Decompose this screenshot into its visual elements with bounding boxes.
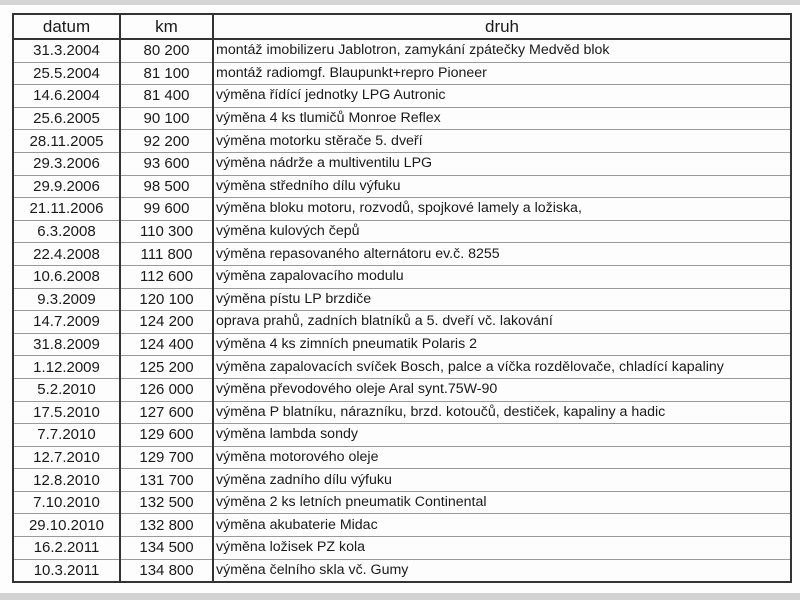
description-cell: výměna motorového oleje [213,446,791,469]
description-cell: výměna řídící jednotky LPG Autronic [213,85,791,108]
description-cell: výměna 4 ks zimních pneumatik Polaris 2 [213,333,791,356]
table-row [13,424,791,447]
table-row [13,152,791,175]
description-cell: výměna P blatníku, nárazníku, brzd. kotoučů, destiček, kapaliny a hadic [213,401,791,424]
date-cell: 10.6.2008 [13,265,120,288]
km-cell: 129 700 [120,446,213,469]
table-row [13,175,791,198]
km-cell: 111 800 [120,243,213,266]
table-row [13,62,791,85]
description-cell: výměna zadního dílu výfuku [213,469,791,492]
km-cell: 80 200 [120,39,213,62]
date-cell: 7.7.2010 [13,424,120,447]
km-cell: 126 000 [120,378,213,401]
date-cell: 17.5.2010 [13,401,120,424]
date-cell: 12.8.2010 [13,469,120,492]
table-row [13,107,791,130]
table-row [13,288,791,311]
table-row [13,491,791,514]
description-cell: výměna bloku motoru, rozvodů, spojkové lamely a ložiska, [213,198,791,221]
km-cell: 124 200 [120,311,213,334]
date-cell: 6.3.2008 [13,220,120,243]
date-cell: 31.3.2004 [13,39,120,62]
km-cell: 120 100 [120,288,213,311]
date-cell: 7.10.2010 [13,491,120,514]
column-header-km: km [120,14,213,39]
table-row [13,198,791,221]
description-cell: výměna kulových čepů [213,220,791,243]
table-row [13,356,791,379]
km-cell: 125 200 [120,356,213,379]
table-row [13,220,791,243]
column-header-druh: druh [213,14,791,39]
table-row [13,401,791,424]
km-cell: 131 700 [120,469,213,492]
km-cell: 129 600 [120,424,213,447]
description-cell: výměna čelního skla vč. Gumy [213,559,791,582]
description-cell: výměna zapalovacích svíček Bosch, palce a víčka rozdělovače, chladící kapaliny [213,356,791,379]
date-cell: 14.7.2009 [13,311,120,334]
description-cell: montáž radiomgf. Blaupunkt+repro Pioneer [213,62,791,85]
header-row [13,14,791,39]
description-cell: výměna lambda sondy [213,424,791,447]
description-cell: oprava prahů, zadních blatníků a 5. dveří vč. lakování [213,311,791,334]
date-cell: 31.8.2009 [13,333,120,356]
km-cell: 124 400 [120,333,213,356]
date-cell: 21.11.2006 [13,198,120,221]
date-cell: 22.4.2008 [13,243,120,266]
km-cell: 99 600 [120,198,213,221]
km-cell: 81 400 [120,85,213,108]
table-row [13,469,791,492]
km-cell: 134 500 [120,537,213,560]
km-cell: 98 500 [120,175,213,198]
description-cell: výměna 2 ks letních pneumatik Continental [213,491,791,514]
service-log-table [12,13,792,583]
date-cell: 1.12.2009 [13,356,120,379]
date-cell: 12.7.2010 [13,446,120,469]
date-cell: 14.6.2004 [13,85,120,108]
km-cell: 110 300 [120,220,213,243]
description-cell: výměna 4 ks tlumičů Monroe Reflex [213,107,791,130]
scan-bottom-border [0,593,800,600]
description-cell: výměna ložisek PZ kola [213,537,791,560]
date-cell: 25.5.2004 [13,62,120,85]
table-row [13,446,791,469]
table-row [13,333,791,356]
table-row [13,311,791,334]
date-cell: 25.6.2005 [13,107,120,130]
table-row [13,559,791,582]
date-cell: 5.2.2010 [13,378,120,401]
table-row [13,378,791,401]
description-cell: montáž imobilizeru Jablotron, zamykání zpátečky Medvěd blok [213,39,791,62]
description-cell: výměna převodového oleje Aral synt.75W-90 [213,378,791,401]
date-cell: 10.3.2011 [13,559,120,582]
description-cell: výměna středního dílu výfuku [213,175,791,198]
table-row [13,85,791,108]
description-cell: výměna motorku stěrače 5. dveří [213,130,791,153]
table-row [13,130,791,153]
km-cell: 132 800 [120,514,213,537]
date-cell: 29.3.2006 [13,152,120,175]
description-cell: výměna nádrže a multiventilu LPG [213,152,791,175]
date-cell: 16.2.2011 [13,537,120,560]
table-body [13,39,791,582]
km-cell: 127 600 [120,401,213,424]
table-row [13,537,791,560]
table-row [13,265,791,288]
date-cell: 29.10.2010 [13,514,120,537]
column-header-datum: datum [13,14,120,39]
date-cell: 9.3.2009 [13,288,120,311]
date-cell: 28.11.2005 [13,130,120,153]
km-cell: 92 200 [120,130,213,153]
date-cell: 29.9.2006 [13,175,120,198]
km-cell: 134 800 [120,559,213,582]
description-cell: výměna zapalovacího modulu [213,265,791,288]
description-cell: výměna akubaterie Midac [213,514,791,537]
km-cell: 90 100 [120,107,213,130]
table-row [13,514,791,537]
description-cell: výměna pístu LP brzdiče [213,288,791,311]
description-cell: výměna repasovaného alternátoru ev.č. 8255 [213,243,791,266]
km-cell: 112 600 [120,265,213,288]
km-cell: 81 100 [120,62,213,85]
km-cell: 93 600 [120,152,213,175]
table-row [13,243,791,266]
table-row [13,39,791,62]
km-cell: 132 500 [120,491,213,514]
